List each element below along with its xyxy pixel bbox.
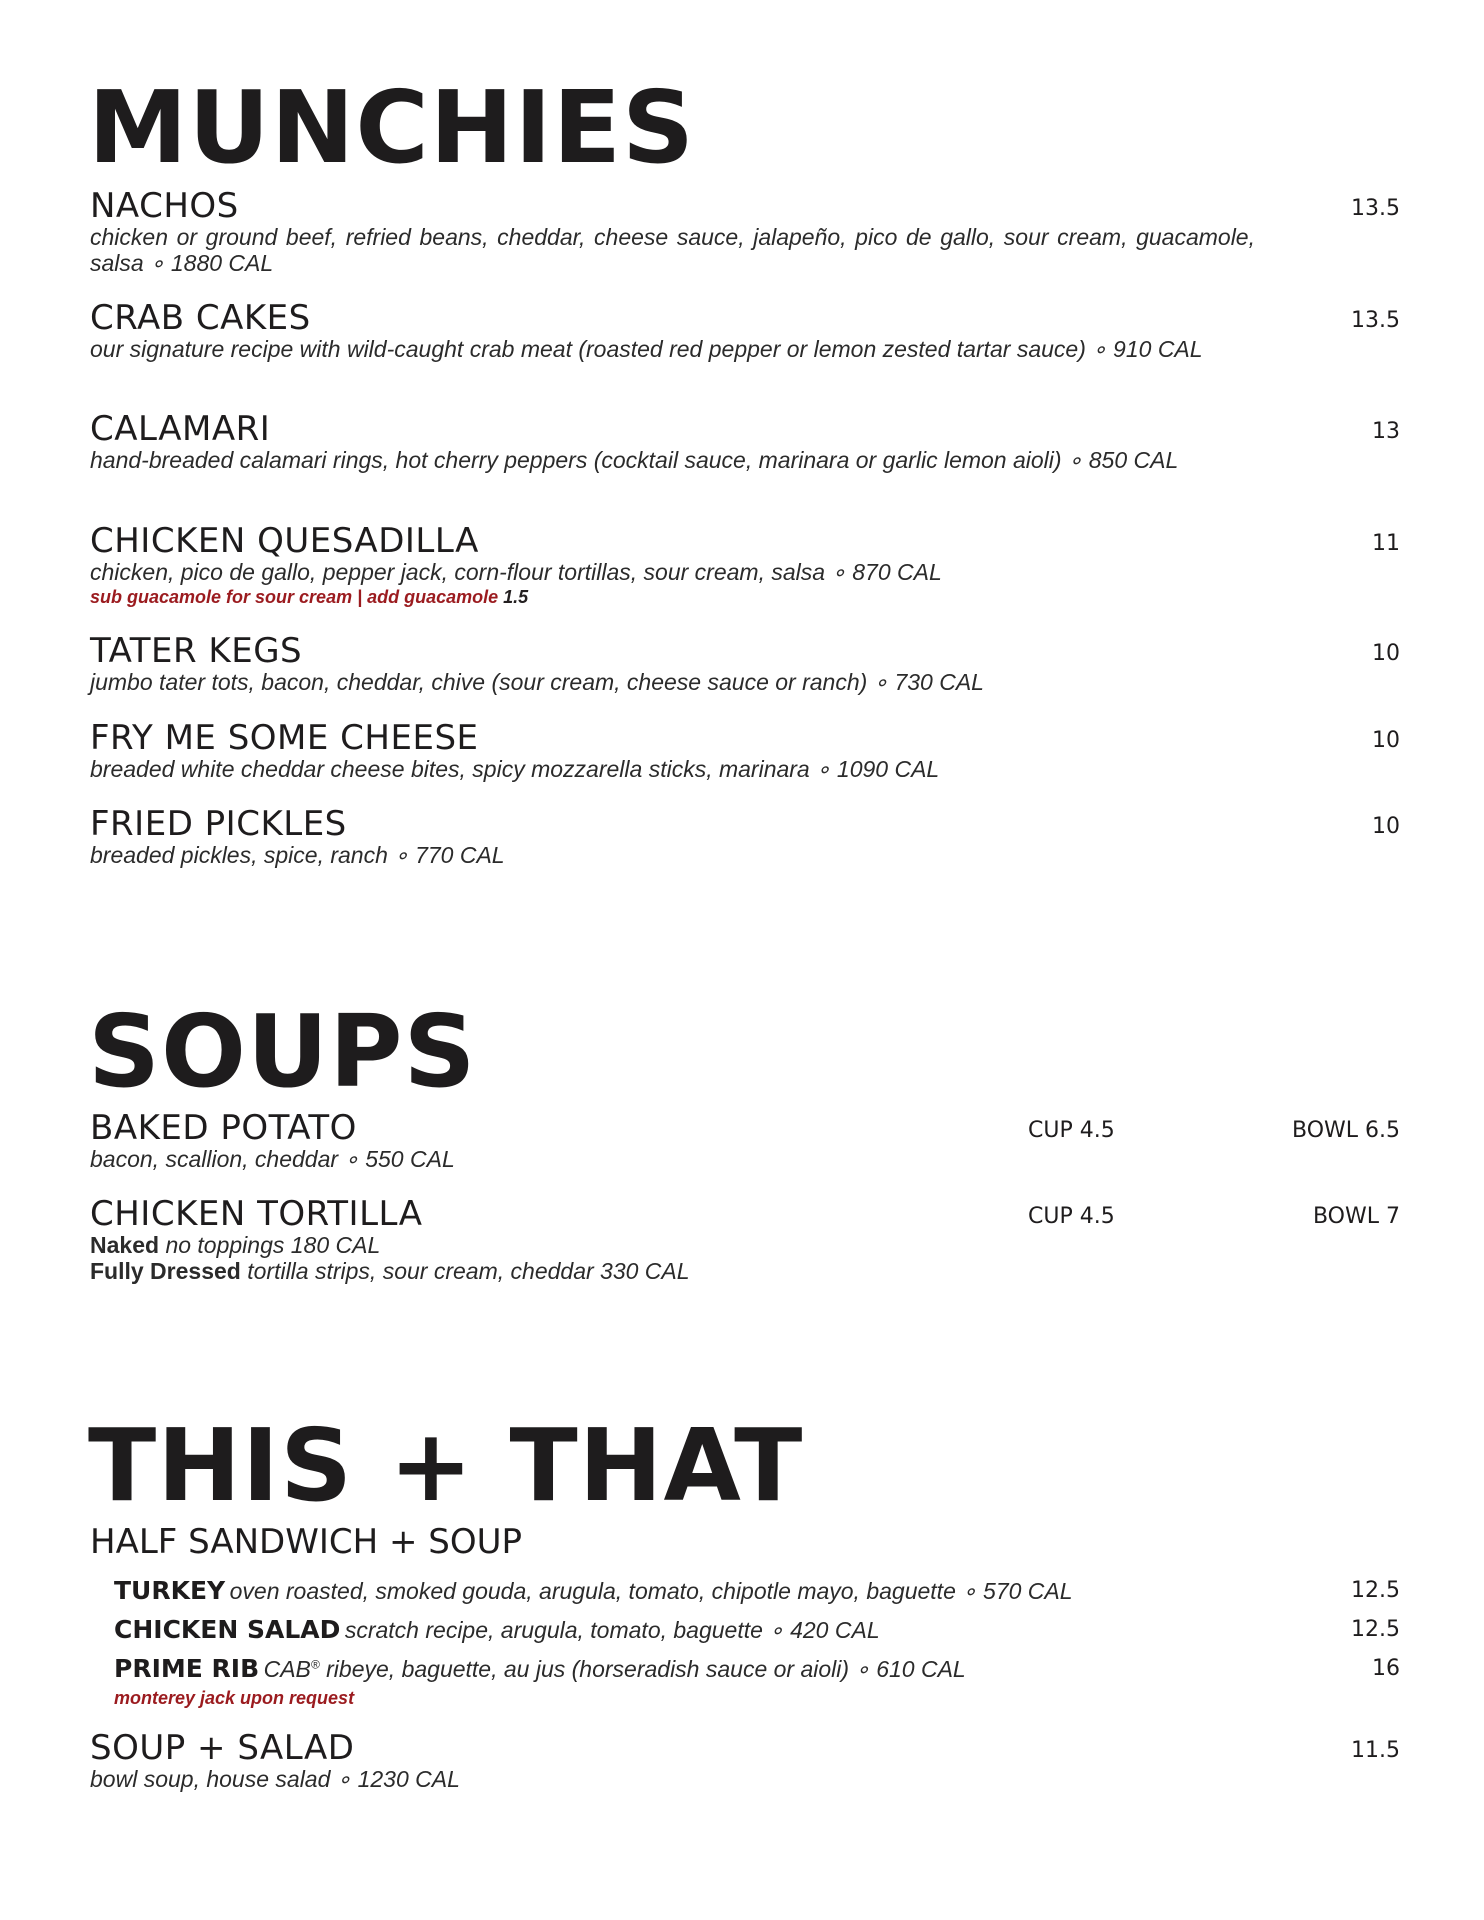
item-name: CHICKEN QUESADILLA: [90, 521, 479, 561]
menu-item-fry-me-some-cheese: [90, 720, 1400, 782]
menu-item-chicken-quesadilla: [90, 523, 1400, 609]
cab-mark: CAB: [263, 1656, 311, 1682]
note-price: 1.5: [503, 587, 529, 607]
item-name: FRY ME SOME CHEESE: [90, 718, 479, 758]
option-label: Fully Dressed: [90, 1258, 241, 1284]
prime-rib-note: monterey jack upon request: [114, 1688, 355, 1708]
menu-item-soup-salad: [90, 1730, 1400, 1792]
menu-item-nachos: [90, 188, 1400, 276]
item-price: 11.5: [1351, 1738, 1400, 1763]
sandwich-price: 12.5: [1351, 1617, 1400, 1642]
item-description: our signature recipe with wild-caught crab meat (roasted red pepper or lemon zested tartar sauce) ∘ 910 CAL: [90, 336, 1203, 362]
item-name: CRAB CAKES: [90, 298, 311, 338]
sandwich-price: 12.5: [1351, 1578, 1400, 1603]
item-name: FRIED PICKLES: [90, 804, 347, 844]
item-price: 10: [1372, 814, 1400, 839]
item-name: NACHOS: [90, 186, 239, 226]
menu-item-calamari: [90, 411, 1400, 473]
cup-price: CUP 4.5: [1028, 1204, 1115, 1229]
bowl-price: BOWL 7: [1312, 1204, 1400, 1229]
item-note: [90, 585, 1400, 609]
item-name: CALAMARI: [90, 409, 271, 449]
bowl-price: BOWL 6.5: [1291, 1118, 1400, 1143]
sandwich-row-prime-rib: [114, 1654, 1400, 1686]
sandwich-row-turkey: [114, 1576, 1400, 1608]
option-text: no toppings 180 CAL: [165, 1232, 381, 1258]
item-price: 10: [1372, 728, 1400, 753]
description-text: ribeye, baguette, au jus (horseradish sauce or aioli) ∘ 610 CAL: [326, 1656, 966, 1682]
cup-price: CUP 4.5: [1028, 1118, 1115, 1143]
menu-item-crab-cakes: [90, 300, 1400, 362]
sandwich-description: [264, 1656, 966, 1682]
item-price: 13.5: [1351, 196, 1400, 221]
sandwich-name: CHICKEN SALAD: [114, 1615, 341, 1644]
registered-mark: ®: [310, 1657, 320, 1672]
section-title-this-that: THIS + THAT: [88, 1407, 804, 1524]
item-description: bowl soup, house salad ∘ 1230 CAL: [90, 1766, 460, 1792]
menu-item-chicken-tortilla: [90, 1196, 1400, 1284]
item-name: SOUP + SALAD: [90, 1728, 355, 1768]
item-description: jumbo tater tots, bacon, cheddar, chive (sour cream, cheese sauce or ranch) ∘ 730 CAL: [90, 669, 984, 695]
item-price: 11: [1372, 531, 1400, 556]
section-title-munchies: MUNCHIES: [88, 69, 696, 186]
item-name: TATER KEGS: [90, 631, 303, 671]
item-description: chicken or ground beef, refried beans, cheddar, cheese sauce, jalapeño, pico de gallo, sour cream, guacamole, salsa ∘ 1880 CAL: [90, 224, 1255, 276]
section-title-soups: SOUPS: [88, 993, 477, 1110]
item-name: CHICKEN TORTILLA: [90, 1194, 423, 1234]
option-label: Naked: [90, 1232, 160, 1258]
half-sandwich-soup-heading: HALF SANDWICH + SOUP: [90, 1522, 523, 1562]
note-text: sub guacamole for sour cream | add guacamole: [90, 587, 499, 607]
item-description: breaded white cheddar cheese bites, spicy mozzarella sticks, marinara ∘ 1090 CAL: [90, 756, 940, 782]
item-description: breaded pickles, spice, ranch ∘ 770 CAL: [90, 842, 505, 868]
sandwich-price: 16: [1372, 1656, 1400, 1681]
sandwich-row-chicken-salad: [114, 1615, 1400, 1647]
option-naked: [90, 1232, 1400, 1258]
menu-item-fried-pickles: [90, 806, 1400, 868]
item-name: BAKED POTATO: [90, 1108, 357, 1148]
option-text: tortilla strips, sour cream, cheddar 330 CAL: [247, 1258, 690, 1284]
sandwich-name: TURKEY: [114, 1576, 226, 1605]
menu-item-tater-kegs: [90, 633, 1400, 695]
item-price: 13: [1372, 419, 1400, 444]
item-description: hand-breaded calamari rings, hot cherry peppers (cocktail sauce, marinara or garlic lemon aioli) ∘ 850 CAL: [90, 447, 1179, 473]
sandwich-description: scratch recipe, arugula, tomato, baguette ∘ 420 CAL: [344, 1617, 880, 1643]
menu-item-baked-potato: [90, 1110, 1400, 1172]
sandwich-description: oven roasted, smoked gouda, arugula, tomato, chipotle mayo, baguette ∘ 570 CAL: [229, 1578, 1073, 1604]
item-description: chicken, pico de gallo, pepper jack, corn-flour tortillas, sour cream, salsa ∘ 870 CAL: [90, 559, 942, 585]
item-price: 13.5: [1351, 308, 1400, 333]
option-fully-dressed: [90, 1258, 1400, 1284]
item-description: bacon, scallion, cheddar ∘ 550 CAL: [90, 1146, 455, 1172]
sandwich-name: PRIME RIB: [114, 1654, 260, 1683]
item-price: 10: [1372, 641, 1400, 666]
